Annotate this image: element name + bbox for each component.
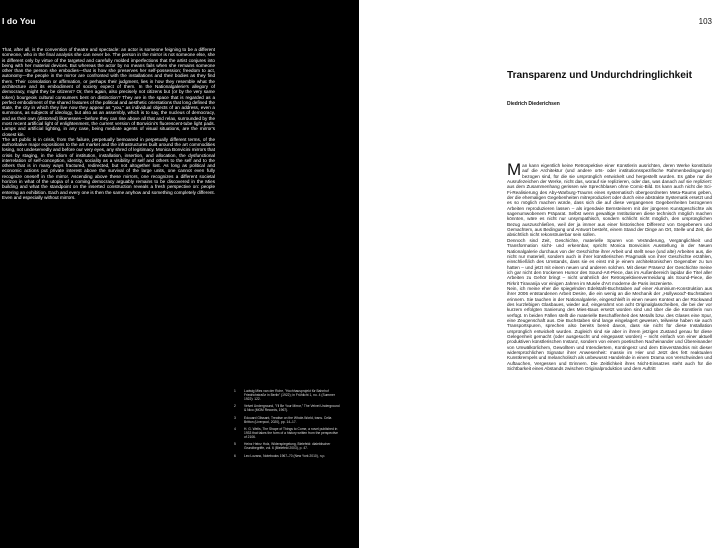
author-name: Diedrich Diederichsen [507,101,560,107]
footnote [234,455,340,459]
article-title: Transparenz und Undurchdringlichkeit [507,70,692,81]
footnote [234,405,340,413]
footnote-text: H. G. Wells, The Shape of Things to Come, a novel published in 1933 that takes the form of a history written from the perspective of 2106. [244,427,339,439]
right-page [359,0,720,548]
footnote-text: Leo Lozano, Notebooks 1967–70 (New York 2010), n.p. [244,453,326,458]
footnote-number: 1 [234,389,236,393]
right-paragraph-2: Dennoch sind Zeit, Geschichte, materielle Spuren von Veränderung, Vergänglichkeit und Transformation sicht- und erkennbar, spricht Monica Bonvicinis Ausstellung in der Neuen Nationalgalerie durchaus von der Geschichte ihrer Arbeit und stellt neue (und alte) Arbeiten aus, die nicht nur materiell, sondern auch in ihrer künstlerischen Pragmatik von ihrer Geschichte erzählen, einschließlich des Umstands, dass sie es einst mit je einem architektonischen Gegenüber zu tun hatten – und jetzt mit einem neuen und anderen solchen. Mit dieser Präsenz der Geschichte meine ich gar nicht den trockenen Humor des Sound-Art-Piece, das im Außenbereich lapidar die Titel aller Arbeiten zu Gehör bringt – nicht unähnlich der Retrospektivenvermeidung als Sound-Piece, die Rirkrit Tiravanija vor einigen Jahren im Musée d'Art moderne de Paris inszenierte. [507,237,712,286]
footnote [234,390,340,402]
footnote [234,428,340,440]
footnotes [234,390,340,462]
footnote-number: 4 [234,427,236,432]
footnote-text: Heinz Heinz Holz, Widerspiegelung, Bielefeld: dialektischer Grundbegriffe, vol. 6 (Bielefeld 2003), p. 47. [244,442,331,451]
footnote-number: 3 [234,415,236,420]
footnote-number: 5 [234,442,236,447]
footnote-text: Ludwig Mies van der Rohe, "Hochhausprojekt für Bahnhof Friedrichstraße in Berlin" (1922); in Frühlicht 1, no. 4 (Summer 1922): 122. [244,389,335,401]
left-body-text [2,47,215,200]
right-body-text [507,160,712,372]
footnote-number: 6 [234,453,236,458]
right-paragraph-3: Nein, ich meine eher die spiegelnden Edelstahl-Buchstaben auf einer Aluminium-Konstruktion aus ihrer 2006 entstandenen Arbeit Desire, die ein wenig an die Mechanik der „Hollywood“-Buchstaben erinnern. Sie tauchen in der Nationalgalerie, eingeschleift in einen neuen Kontext an der Rückwand des kurzlebigen Glasbaues, wieder auf, eingerahmt von acht Originalglasscheiben, die bei der vor kurzem erfolgten Sanierung des Mies-Baus ersetzt worden sind und über die die Künstlerin nun verfügt. In beiden Fällen stellt die materielle Beschaffenheit des Metalls bzw. des Glases eine Spur, eine Zeugenschaft aus. Die Buchstaben sind lange eingelagert gewesen, teilweise haben sie auch Transportspuren, sprechen also bereits bereit davon, dass sie nicht für diese Installation ursprünglich entwickelt wurden. Zugleich sind sie aber in ihrem jetzigen Zustand genau für diese Gelegenheit gemacht (oder ausgesucht und eingepasst worden) – nicht einfach von einer aktuell produktiven künstlerischen Instanz, sondern von einem poetischen Nacheinander und Übereinander von Umwälkürlichem, Gewolltem und Intendiertem, Kontingenz und dem Einverständnis mit dieser widersprüchlichen Signatur ihrer Anwesenheit: massiv im Hier und Jetzt des fett reaktualen Kunstkrempels und melancholisch als unbewusst Handelnde in einem Drama von Verschwinden und Auftauchen, Vergessen und Erinnern. Die Zeitlichkeit ihres Nicht-Einsatzes steht auch für die Sichtbarkeit eines Abstands zwischen Originalproduktion und dem Auftritt [507,285,712,372]
footnote-text: Edouard Glissant, Treatise on the Whole-World, trans. Celia Britton (Liverpool, 2020), pp. 14–17. [244,415,332,424]
right-paragraph-1-text: an kann eigentlich keine Retrospektive einer Künstlerin ausrichten, deren Werke konstitutiv auf die Architektur (und andere orts- oder institutionsspezifische Rahmenbedingungen) bezogen sind, für die sie ursprünglich entwickelt und hergestellt wurden. Es gäbe nur die Ausrufezeichen der Werke, nicht das, worauf sie replizieren, oder das, was danach auf sie repliziert: aus dem Zusammenhang gerissen wie Sprechblasen ohne Comic-Bild. Es kann auch nicht die Sci-Fi-Realisierung des Aby-Warburg-Traums eines systematisch übergeordneten Meta-Raums geben, der die ehemaligen Gegebenheiten mitreproduziert oder durch eine abstrakte Systematik ersetzt und es so möglich machen würde, dass sich die auf diese vergangenen Gegebenheiten bezogenen Arbeiten reproduzieren lassen – als irgendwie Bernsteinern mit der jüngeren Kunstgeschichte als sagenumwobenem Präparat. Selbst wenn gewaltige Institutionen diese technisch möglich machen könnten, wäre es nicht nur unsympathisch, sondern schlicht nicht möglich, den ursprünglichen Bezug auszuschließen, weil der ja immer aus einer historischen Differenz von Gegebenem und Gemachtem, aus Bedingung und Antwort besteht, einem Stand der Dinge an Ort, Stelle und Zeit, die absichtlich nicht rekonstruierbar sein sollen. [507,163,712,238]
left-paragraph-2: The art public is in crisis, from the failure, perpetually bemoaned in perpetually different terms, of the authoritative major expositions to the art market and the infrastructures built around the art commodities losing, not undeservedly and before our very eyes, any shred of legitimacy. Monica Bonvicini mirrors that crisis by staging, in the idiom of institution, installation, insertion, and allocation, the dysfunctional interrelation of self-conception, identity, sociality as a visibility of self and others to the self and to the others that is in many ways fractured, redirected, but not altogether lost. As long as political and economic actions put private interest above the survival of the large units, one cannot even fully recognize oneself in the mirror. Ascending above these mirrors, one recognizes a different societal horizon in what of the utopia of a coming democracy arguably remains to be discovered in the Mies building and what the standpoint on the inserted construction reveals a fresh perspective on: people entering an exhibition. Each and every one is then the same anyhow and something completely different. Even and especially without mirrors. [2,136,215,200]
footnote [234,443,340,451]
right-paragraph-1 [507,160,712,238]
running-head: I do You [2,16,36,26]
footnote [234,417,340,425]
page-number: 103 [698,17,712,26]
footnote-number: 2 [234,404,236,409]
left-paragraph-1: That, after all, is the convention of theatre and spectacle: an actor is someone feigning to be a different someone, who in the final analysis she can never be. The person in the mirror is not someone else, she is different only by virtue of the targeted and carefully molded imperfections that the artist conjures into being with her material devices. But whereas the actor by no means fails when she remains someone other than the person she embodies—that is how she preserves her self-possession; freedom to act, autonomy—the people in the mirror are confronted with the installations and their bodies as they find them. Their consolation or affirmation, or perhaps their judgment, lies in how they resemble what the architecture and its embodiment of society expect of them. In the Nationalgalerie's allegory of democracy, might they be citizens? Or, then again, also precisely not citizens but (or by the very same token) bourgeois cultural consumers bent on distinction? They are in the space that is regarded as a perfect embodiment of the shared features of the political and aesthetic orientations that long defined the state, the city in which they live now they appear as "you," as individual objects of an address, even a summons, as subjects of ideology, but also as an assembly, which is to say, the nucleus of democracy, and as their own (distorted) likenesses—before they can rise above all that and relax, surrounded by the most recent artificial light of enlightenment, the current version of Bonvicini's fluorescent-tube light pads. Lamps and artificial lighting, in any case, being mediate agents of visual situations, are the mirror's closest kin. [2,47,215,137]
footnote-text: Velvet Underground, "I'll Be Your Mirror," The Velvet Underground & Nico (MGM Records, 1967). [244,404,340,413]
left-page [0,0,359,548]
drop-cap: M [507,160,522,179]
